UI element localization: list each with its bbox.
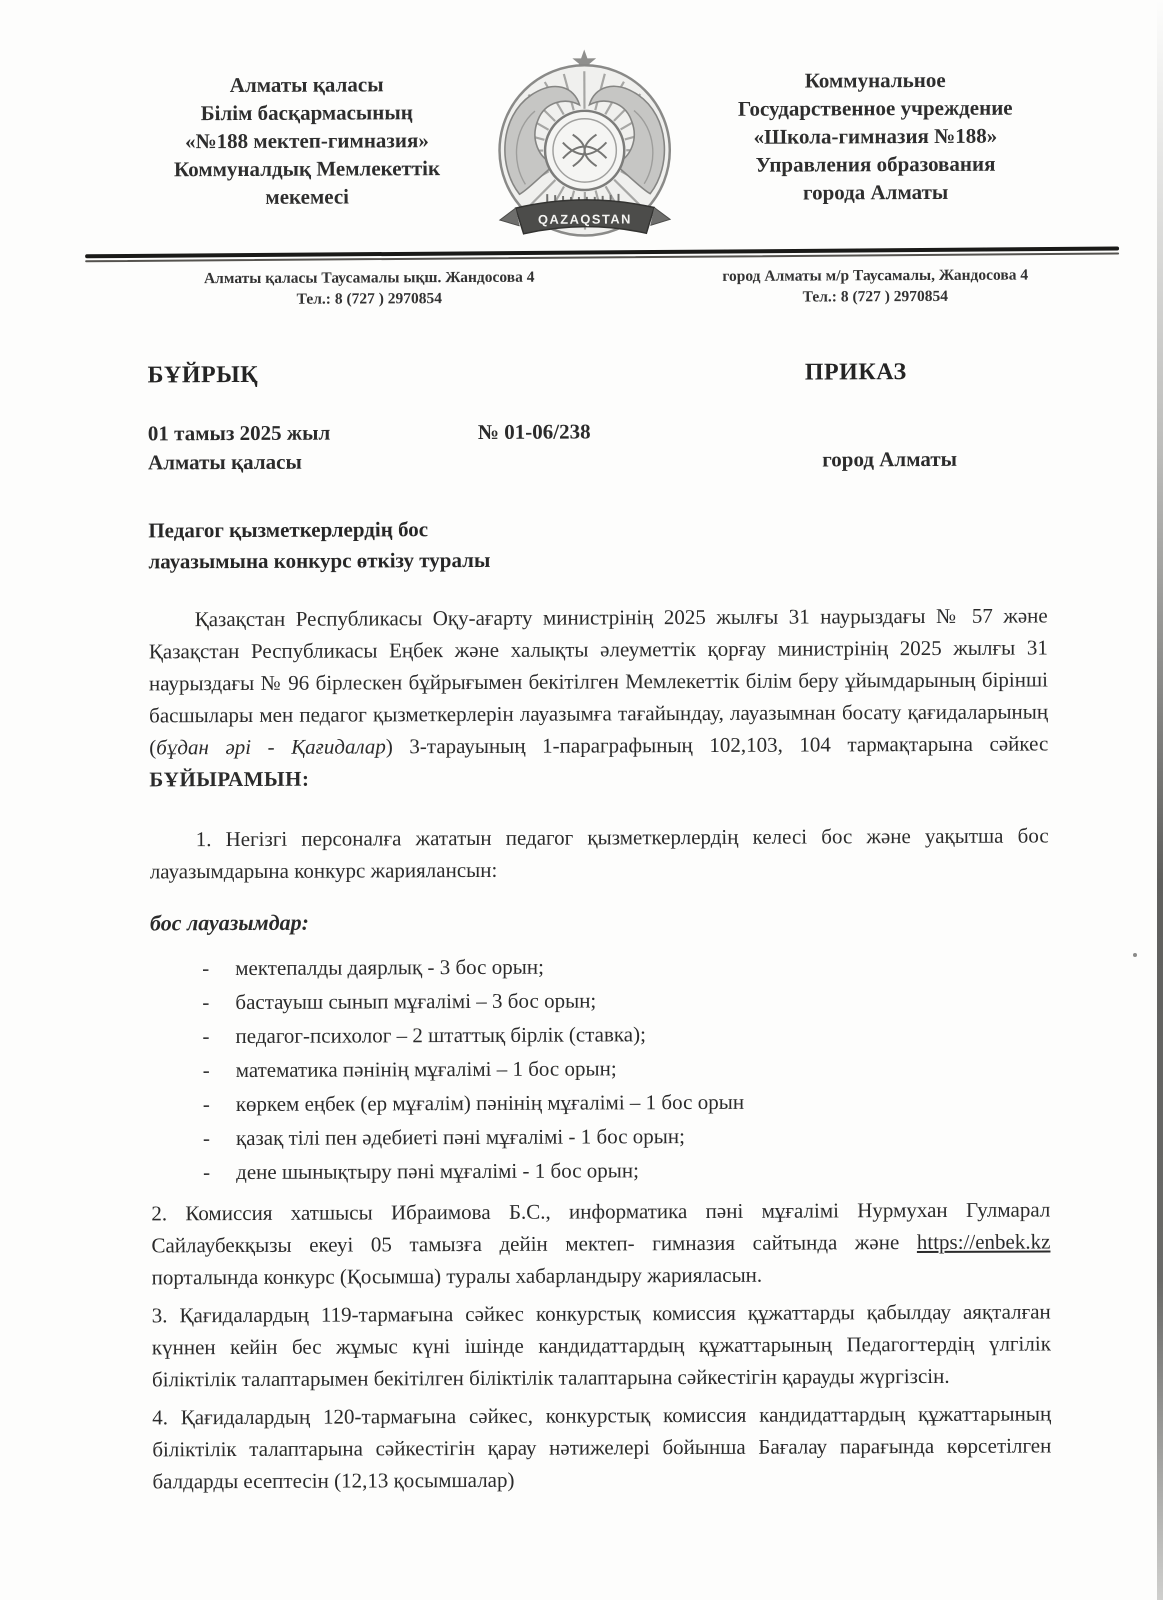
item2-text: порталында конкурс (Қосымша) туралы хабарландыру жарияласын. — [151, 1262, 763, 1290]
vacancy-text: педагог-психолог – 2 штаттық бірлік (ставка); — [235, 1022, 646, 1049]
subject-line: лауазымына конкурс өткізу туралы — [148, 547, 491, 574]
vacancy-text: қазақ тілі пен әдебиеті пәні мұғалімі - 1 бос орын; — [235, 1124, 685, 1151]
letterhead — [0, 0, 1163, 249]
order-number: № 01-06/238 — [477, 419, 591, 444]
order-body — [3, 599, 1163, 1498]
address-ru-line: город Алматы м/р Таусамалы, Жандосова 4 — [722, 266, 1029, 285]
address-russian — [674, 264, 1076, 308]
org-ru-line: «Школа-гимназия №188» — [753, 123, 998, 149]
address-ru-phone: Тел.: 8 (727 ) 2970854 — [802, 287, 949, 306]
preamble-text: ) 3-тарауының 1-параграфының 102,103, 104 тармақтарына сәйкес — [385, 731, 1049, 759]
emblem-banner-text: QAZAQSTAN — [537, 211, 632, 227]
scan-speck-artifact — [1133, 953, 1137, 957]
vacancy-item — [203, 1049, 1050, 1087]
org-ru-line: Управления образования — [755, 151, 996, 177]
vacancy-text: көркем еңбек (ер мұғалім) пәнінің мұғалімі – 1 бос орын — [235, 1089, 745, 1117]
org-kk-line: Алматы қаласы — [229, 72, 384, 98]
bullet-dash: - — [202, 956, 210, 981]
preamble-paragraph — [149, 599, 1049, 795]
vacancy-item — [202, 947, 1049, 985]
order-subject — [2, 471, 1163, 578]
order-item-3: 3. Қағидалардың 119-тармағына сәйкес конкурстық комиссия құжаттарды қабылдау аяқталған күннен кейін бес жұмыс күні ішінде кандидаттардың құжаттарының Педагогтердің үлгілік біліктілік талаптарымен бекітілген біліктілік талаптарына сәйкестігін қарауды жүргізсін. — [151, 1299, 1051, 1392]
vacancy-text: мектепалды даярлық - 3 бос орын; — [235, 954, 544, 981]
vacancy-item — [203, 1083, 1050, 1121]
bullet-dash: - — [202, 1092, 210, 1117]
org-ru-line: Коммунальное — [804, 67, 946, 93]
org-kk-line: Білім басқармасының — [200, 100, 413, 126]
order-item-4: 4. Қағидалардың 120-тармағына сәйкес, конкурстық комиссия кандидаттардың құжаттарының біліктілік талаптарына сәйкестігін қарау нәтижелері бойынша Бағалау парағында көрсетілген балдарды есептесін (12,13 қосымшалар) — [152, 1401, 1052, 1494]
order-city-russian: город Алматы — [822, 446, 958, 472]
org-ru-line: города Алматы — [802, 179, 949, 205]
preamble-italic-text: бұдан әрі - Қағидалар — [156, 734, 386, 760]
vacancy-text: математика пәнінің мұғалімі – 1 бос орын; — [235, 1056, 617, 1083]
bullet-dash: - — [202, 1024, 210, 1049]
order-title-row — [1, 306, 1163, 390]
order-item-1: 1. Негізгі персоналға жататын педагог қызметкерлердің келесі бос және уақытша бос лауазымдарына конкурс жариялансын: — [149, 823, 1049, 884]
bullet-dash: - — [202, 1058, 210, 1083]
order-date: 01 тамыз 2025 жыл — [147, 420, 331, 446]
org-kk-line: мекемесі — [265, 184, 350, 209]
address-kazakh — [109, 266, 629, 310]
org-name-russian — [683, 43, 1068, 207]
vacancies-list — [150, 947, 1050, 1189]
address-row — [1, 256, 1163, 311]
org-kk-line: Коммуналдық Мемлекеттік — [173, 156, 441, 182]
enbek-portal-link[interactable]: https://enbek.kz — [916, 1229, 1051, 1255]
kazakhstan-coat-of-arms-icon — [485, 45, 684, 247]
vacancy-text: дене шынықтыру пәні мұғалімі - 1 бос орын; — [236, 1158, 640, 1185]
bullet-dash: - — [202, 1126, 211, 1151]
vacancies-heading: бос лауазымдар: — [149, 909, 309, 936]
preamble-text: Қазақстан Республикасы Оқу-ағарту министрінің 2025 жылғы 31 наурыздағы № 57 және Қазақстан Республикасы Еңбек және халықты әлеуметтік қорғау министрінің 2025 жылғы 31 наурыздағы № 96 бірлескен бұйрығымен бекітілген Мемлекеттік білім беру ұйымдарының бірінші басшылары мен педагог қызметкерлерін лауазымға тағайындау, лауазымнан босату қағидаларының ( — [148, 603, 1049, 760]
vacancy-item — [202, 1015, 1049, 1053]
order-item-2 — [151, 1193, 1050, 1293]
vacancy-item — [203, 1117, 1050, 1155]
order-title-kazakh: БҰЙРЫҚ — [147, 361, 259, 389]
org-name-kazakh — [128, 46, 485, 212]
address-kk-line: Алматы қаласы Таусамалы ықш. Жандосова 4 — [203, 268, 535, 288]
vacancy-item — [203, 1151, 1050, 1189]
org-kk-line: «№188 мектеп-гимназия» — [184, 128, 429, 154]
vacancy-text: бастауыш сынып мұғалімі – 3 бос орын; — [235, 988, 597, 1015]
subject-line: Педагог қызметкерлердің бос — [148, 517, 429, 543]
vacancy-item — [202, 981, 1049, 1019]
scan-edge-artifact — [1157, 0, 1163, 1600]
address-kk-phone: Тел.: 8 (727 ) 2970854 — [296, 290, 443, 308]
order-meta-row-1 — [2, 385, 1163, 447]
order-city-kazakh: Алматы қаласы — [147, 449, 302, 475]
order-title-russian: ПРИКАЗ — [804, 359, 907, 386]
org-ru-line: Государственное учреждение — [737, 95, 1013, 121]
directive-word: БҰЙЫРАМЫН: — [149, 766, 310, 792]
bullet-dash: - — [203, 1160, 211, 1185]
item2-text: 2. Комиссия хатшысы Ибраимова Б.С., информатика пәні мұғалімі Нурмухан Гулмарал Сайлаубекқызы екеуі 05 тамызға дейін мектеп- гимназия сайтында және — [151, 1197, 1051, 1258]
bullet-dash: - — [202, 990, 210, 1015]
